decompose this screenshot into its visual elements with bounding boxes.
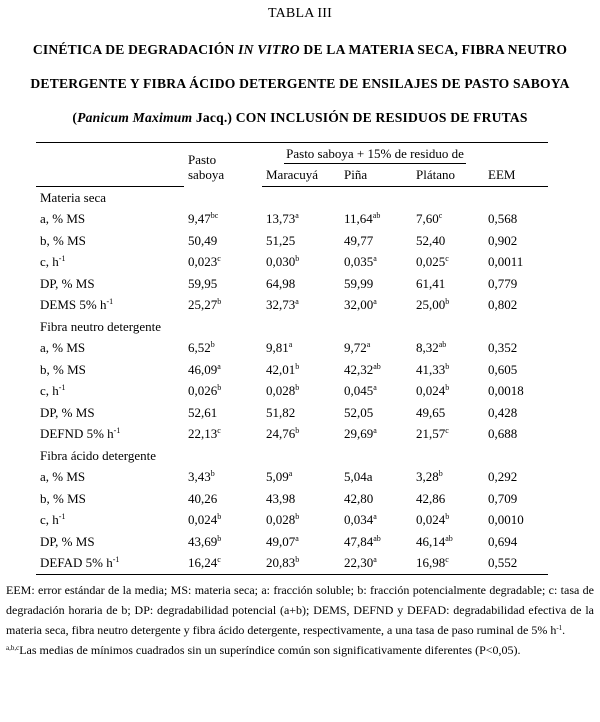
cell-value: 21,57	[416, 426, 446, 442]
cell-value: 25,27	[188, 297, 218, 313]
table-row	[36, 488, 548, 510]
cell-value: 43,69	[188, 533, 218, 549]
section-title: Materia seca	[40, 189, 107, 205]
row-label-text: b, % MS	[40, 361, 86, 377]
cell-value: 0,024	[416, 383, 446, 399]
row-label-text: DEFAD 5% h	[40, 555, 113, 571]
footnote-end: .	[562, 623, 566, 637]
cell-superscript: ab	[373, 533, 381, 543]
title-text: DE LA MATERIA SECA, FIBRA NEUTRO	[299, 42, 568, 57]
table-row	[36, 424, 548, 446]
cell-value: 3,28	[416, 469, 439, 485]
table-cell	[412, 510, 484, 532]
cell-superscript: ab	[372, 211, 381, 221]
eem-cell: 0,568	[488, 211, 518, 227]
table-cell	[340, 230, 412, 252]
header-pasto-line: Pasto	[188, 151, 217, 167]
table-cell	[262, 252, 340, 274]
table-cell	[262, 209, 340, 231]
table-cell	[412, 295, 484, 317]
cell-value: 0,045	[344, 383, 374, 399]
row-label	[36, 359, 184, 381]
degradation-table	[36, 142, 548, 575]
row-label	[36, 553, 184, 575]
table-cell	[340, 531, 412, 553]
cell-superscript: a	[373, 512, 377, 522]
cell-superscript: a	[295, 533, 299, 543]
cell-value: 61,41	[416, 275, 446, 291]
cell-value: 52,05	[344, 404, 374, 420]
table-title-line-3	[0, 110, 600, 126]
group-header-text: Pasto saboya + 15% de residuo de	[284, 146, 466, 164]
cell-value: 46,14	[416, 533, 446, 549]
cell-superscript: c	[445, 254, 449, 264]
cell-superscript: c	[217, 254, 221, 264]
row-label-sup: -1	[113, 426, 121, 436]
table-cell	[340, 359, 412, 381]
footnote-sup: -1	[556, 624, 563, 632]
cell-superscript: b	[438, 469, 443, 479]
table-cell	[184, 402, 262, 424]
table-cell	[262, 402, 340, 424]
title-italic-text: IN VITRO	[238, 42, 300, 57]
table-title-line-2: DETERGENTE Y FIBRA ÁCIDO DETERGENTE DE ENSILAJES DE PASTO SABOYA	[30, 76, 570, 91]
table-cell	[262, 553, 340, 575]
cell-value: 0,023	[188, 254, 218, 270]
table-row	[36, 273, 548, 295]
cell-value: 0,025	[416, 254, 446, 270]
table-cell	[412, 273, 484, 295]
cell-value: 42,01	[266, 361, 296, 377]
cell-superscript: a	[295, 297, 299, 307]
eem-cell: 0,552	[484, 553, 548, 575]
header-row-1	[36, 143, 548, 165]
section-row	[36, 316, 548, 338]
cell-value: 0,035	[344, 254, 374, 270]
eem-cell: 0,802	[488, 297, 518, 313]
cell-superscript: c	[217, 555, 221, 565]
cell-value: 3,43	[188, 469, 211, 485]
cell-superscript: c	[445, 555, 449, 565]
row-label-sup: -1	[112, 555, 120, 565]
table-cell	[262, 467, 340, 489]
header-empty-cell	[484, 143, 548, 165]
cell-value: 13,73	[266, 211, 296, 227]
table-row	[36, 209, 548, 231]
row-label-text: a, % MS	[40, 211, 86, 227]
cell-value: 0,030	[266, 254, 296, 270]
cell-value: 59,95	[188, 275, 218, 291]
cell-superscript: b	[295, 512, 300, 522]
row-label-sup: -1	[106, 297, 114, 307]
row-label-text: a, % MS	[40, 469, 86, 485]
cell-value: 5,09	[266, 469, 289, 485]
cell-value: 32,73	[266, 297, 296, 313]
cell-value: 50,49	[188, 232, 218, 248]
cell-value: 9,47	[188, 211, 211, 227]
cell-value: 22,13	[188, 426, 218, 442]
cell-superscript: a	[373, 254, 377, 264]
row-label	[36, 531, 184, 553]
cell-value: 16,98	[416, 555, 446, 571]
cell-value: 6,52	[188, 340, 211, 356]
cell-value: 51,82	[266, 404, 296, 420]
cell-superscript: c	[445, 426, 449, 436]
cell-value: 9,81	[266, 340, 289, 356]
table-row	[36, 553, 548, 575]
cell-superscript: a	[373, 426, 377, 436]
eem-cell: 0,688	[488, 426, 518, 442]
species-name: Panicum Maximum	[77, 110, 193, 125]
table-row	[36, 467, 548, 489]
header-eem: EEM	[484, 165, 548, 187]
header-pasto-saboya	[184, 143, 262, 187]
cell-superscript: a	[288, 469, 293, 479]
eem-cell: 0,694	[488, 533, 518, 549]
eem-cell: 0,709	[488, 490, 518, 506]
table-row	[36, 359, 548, 381]
section-title: Fibra neutro detergente	[40, 318, 162, 334]
cell-value: 0,028	[266, 512, 296, 528]
section-title: Fibra ácido detergente	[40, 447, 156, 463]
table-footnotes	[6, 580, 594, 660]
table-cell	[262, 531, 340, 553]
cell-value: 52,61	[188, 404, 218, 420]
table-cell	[262, 510, 340, 532]
eem-cell: 0,0010	[488, 512, 524, 528]
cell-value: 0,028	[266, 383, 296, 399]
row-label-text: DP, % MS	[40, 404, 95, 420]
row-label	[36, 295, 184, 317]
title-text: CINÉTICA DE DEGRADACIÓN	[32, 42, 239, 57]
row-label	[36, 209, 184, 231]
row-label	[36, 273, 184, 295]
row-label-text: a, % MS	[40, 340, 86, 356]
table-cell	[184, 553, 262, 575]
footnote-text: EEM: error estándar de la media; MS: materia seca; a: fracción soluble; b: fracción potencialmente degradable; c: tasa de degradación horaria de b; DP: degradabilidad potencial (a+b); DEMS, DEFND y DEFAD: degradabilidad efectiva de la materia seca, fibra neutro detergente y fibra ácido detergente, respectivamente, a una tasa de paso ruminal de 5% h	[6, 583, 594, 637]
table-cell	[340, 467, 412, 489]
cell-superscript: b	[217, 533, 222, 543]
cell-value: 20,83	[266, 555, 296, 571]
cell-superscript: b	[295, 383, 300, 393]
eem-cell: 0,0011	[488, 254, 524, 270]
row-label-sup: -1	[58, 512, 66, 522]
table-cell	[340, 381, 412, 403]
row-label-text: c, h	[40, 254, 59, 270]
cell-value: 0,024	[416, 512, 446, 528]
cell-value: 8,32	[416, 340, 439, 356]
cell-superscript: ab	[373, 361, 381, 371]
footnote-text: Las medias de mínimos cuadrados sin un superíndice común son significativamente diferentes (P<0,05).	[19, 643, 521, 657]
row-label	[36, 381, 184, 403]
table-title-line-1	[0, 42, 600, 58]
cell-value: 59,99	[344, 275, 374, 291]
table-row	[36, 230, 548, 252]
table-cell	[340, 338, 412, 360]
footnote-sup: a,b,c	[6, 644, 20, 652]
cell-value: 29,69	[344, 426, 374, 442]
header-saboya-line: saboya	[188, 166, 225, 182]
cell-superscript: a	[366, 340, 371, 350]
table-row	[36, 510, 548, 532]
table-cell	[340, 402, 412, 424]
row-label-text: b, % MS	[40, 490, 86, 506]
cell-value: 25,00	[416, 297, 446, 313]
table-row	[36, 252, 548, 274]
table-cell	[412, 553, 484, 575]
row-label	[36, 338, 184, 360]
section-row	[36, 187, 548, 209]
cell-value: 0,034	[344, 512, 374, 528]
cell-superscript: c	[217, 426, 221, 436]
cell-superscript: b	[217, 383, 222, 393]
table-row	[36, 338, 548, 360]
header-pina: Piña	[340, 165, 412, 187]
row-label-sup: -1	[58, 383, 66, 393]
section-row	[36, 445, 548, 467]
table-cell	[262, 381, 340, 403]
row-label-text: DP, % MS	[40, 275, 95, 291]
row-label-text: b, % MS	[40, 232, 86, 248]
cell-value: 52,40	[416, 232, 446, 248]
table-cell	[340, 424, 412, 446]
eem-cell: 0,605	[488, 361, 518, 377]
table-cell	[184, 424, 262, 446]
table-cell	[262, 338, 340, 360]
table-cell	[184, 338, 262, 360]
table-cell	[412, 359, 484, 381]
cell-superscript: a	[373, 297, 377, 307]
table-cell	[340, 553, 412, 575]
cell-superscript: b	[295, 426, 300, 436]
cell-value: 16,24	[188, 555, 218, 571]
cell-value: 64,98	[266, 275, 296, 291]
table-cell	[340, 252, 412, 274]
table-cell	[340, 295, 412, 317]
cell-value: 42,32	[344, 361, 374, 377]
row-label	[36, 424, 184, 446]
table-cell	[184, 230, 262, 252]
eem-cell: 0,428	[488, 404, 518, 420]
cell-superscript: b	[295, 555, 300, 565]
row-label	[36, 230, 184, 252]
cell-superscript: a	[217, 361, 221, 371]
table-cell	[262, 273, 340, 295]
group-header	[262, 143, 484, 165]
footnote-abbreviations	[6, 580, 594, 640]
table-cell	[184, 359, 262, 381]
table-cell	[184, 467, 262, 489]
row-label	[36, 467, 184, 489]
cell-superscript: b	[445, 361, 450, 371]
table-row	[36, 402, 548, 424]
table-body	[36, 143, 548, 575]
table-cell	[412, 467, 484, 489]
table-cell	[412, 531, 484, 553]
header-platano: Plátano	[412, 165, 484, 187]
table-row	[36, 381, 548, 403]
cell-value: 42,86	[416, 490, 446, 506]
header-row-2	[36, 165, 548, 187]
table-cell	[412, 424, 484, 446]
cell-superscript: b	[445, 297, 450, 307]
cell-value: 47,84	[344, 533, 374, 549]
cell-value: 46,09	[188, 361, 218, 377]
eem-cell: 0,779	[488, 275, 518, 291]
cell-value: 9,72	[344, 340, 367, 356]
table-cell	[340, 510, 412, 532]
cell-value: 41,33	[416, 361, 446, 377]
cell-value: 32,00	[344, 297, 374, 313]
title-text: (	[72, 110, 78, 125]
table-cell	[412, 209, 484, 231]
cell-superscript: ab	[438, 340, 447, 350]
table-cell	[262, 230, 340, 252]
cell-value: 49,65	[416, 404, 446, 420]
cell-value: 24,76	[266, 426, 296, 442]
cell-value: 7,60	[416, 211, 439, 227]
row-label-sup: -1	[58, 254, 66, 264]
cell-superscript: b	[217, 297, 222, 307]
cell-value: 22,30	[344, 555, 374, 571]
eem-cell: 0,0018	[488, 383, 524, 399]
table-cell	[262, 424, 340, 446]
row-label-text: c, h	[40, 383, 59, 399]
cell-value: 49,77	[344, 232, 374, 248]
table-row	[36, 531, 548, 553]
cell-superscript: a	[295, 211, 299, 221]
table-cell	[184, 510, 262, 532]
table-cell	[412, 488, 484, 510]
eem-cell: 0,352	[488, 340, 518, 356]
cell-value: 11,64	[344, 211, 373, 227]
table-cell	[184, 273, 262, 295]
header-empty-cell	[36, 143, 184, 165]
table-cell	[184, 252, 262, 274]
cell-superscript: b	[217, 512, 222, 522]
header-maracuya: Maracuyá	[262, 165, 340, 187]
cell-superscript: b	[210, 340, 215, 350]
table-cell	[262, 488, 340, 510]
cell-superscript: a	[373, 383, 377, 393]
cell-superscript: b	[295, 254, 300, 264]
cell-superscript: bc	[210, 211, 219, 221]
header-empty-cell	[36, 165, 184, 187]
eem-cell: 0,902	[488, 232, 518, 248]
cell-value: 51,25	[266, 232, 296, 248]
cell-value: 0,026	[188, 383, 218, 399]
table-cell	[340, 209, 412, 231]
cell-value: 42,80	[344, 490, 374, 506]
table-cell	[184, 531, 262, 553]
cell-superscript: a	[288, 340, 293, 350]
table-cell	[412, 230, 484, 252]
table-cell	[184, 488, 262, 510]
table-cell	[184, 209, 262, 231]
cell-value: 5,04a	[344, 469, 373, 485]
cell-superscript: c	[438, 211, 443, 221]
row-label	[36, 252, 184, 274]
cell-superscript: a	[373, 555, 377, 565]
row-label-text: DEFND 5% h	[40, 426, 114, 442]
row-label-text: DP, % MS	[40, 533, 95, 549]
row-label-text: c, h	[40, 512, 59, 528]
cell-superscript: b	[210, 469, 215, 479]
cell-superscript: b	[445, 383, 450, 393]
cell-value: 0,024	[188, 512, 218, 528]
table-cell	[262, 359, 340, 381]
row-label	[36, 402, 184, 424]
cell-value: 40,26	[188, 490, 218, 506]
row-label	[36, 510, 184, 532]
table-cell	[340, 488, 412, 510]
cell-superscript: ab	[445, 533, 453, 543]
cell-superscript: b	[445, 512, 450, 522]
table-row	[36, 295, 548, 317]
table-number: TABLA III	[267, 6, 333, 21]
eem-cell: 0,292	[488, 469, 518, 485]
footnote-significance	[6, 640, 594, 660]
row-label	[36, 488, 184, 510]
table-cell	[412, 381, 484, 403]
table-cell	[184, 295, 262, 317]
table-cell	[412, 338, 484, 360]
table-cell	[412, 402, 484, 424]
cell-superscript: b	[295, 361, 300, 371]
table-cell	[184, 381, 262, 403]
cell-value: 49,07	[266, 533, 296, 549]
table-cell	[262, 295, 340, 317]
table-cell	[340, 273, 412, 295]
table-cell	[412, 252, 484, 274]
title-text: Jacq.) CON INCLUSIÓN DE RESIDUOS DE FRUTAS	[192, 110, 528, 125]
cell-value: 43,98	[266, 490, 296, 506]
row-label-text: DEMS 5% h	[40, 297, 107, 313]
